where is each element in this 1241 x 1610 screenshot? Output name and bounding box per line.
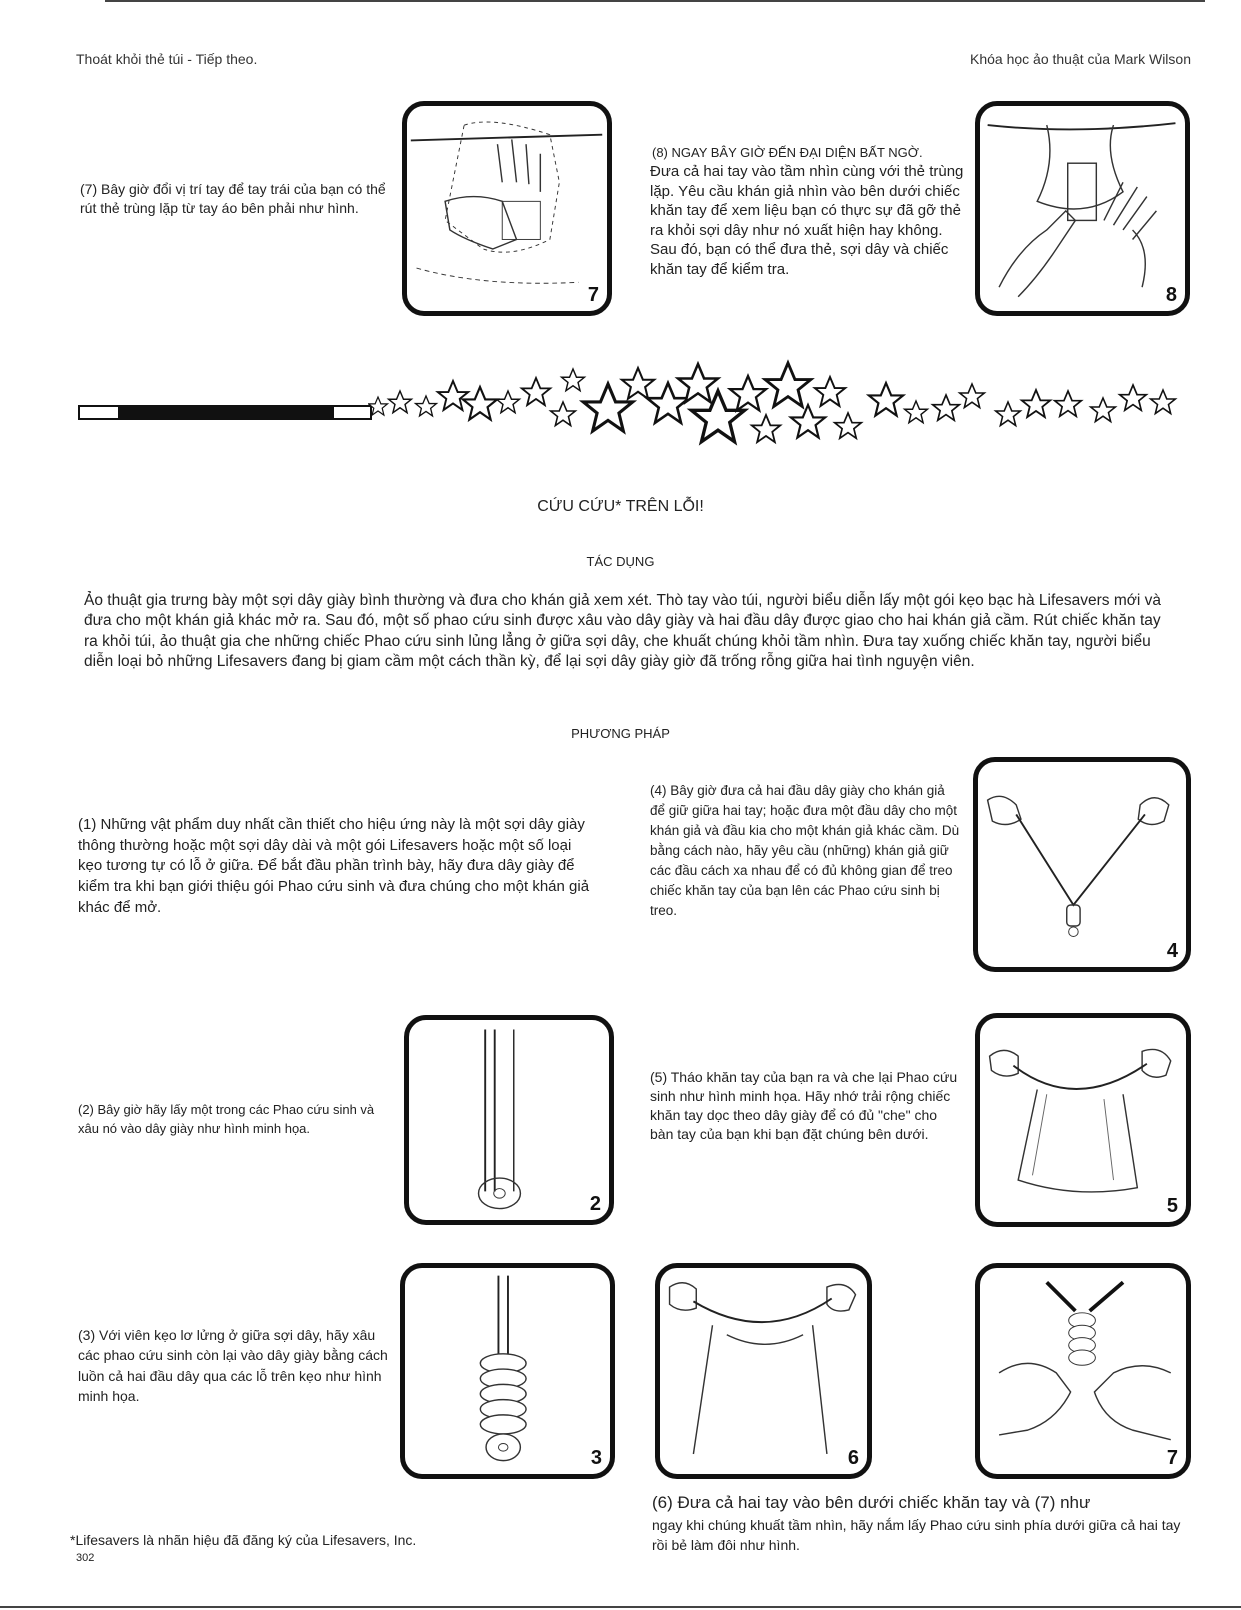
illustration-panel-8 xyxy=(975,101,1190,316)
single-candy-illustration xyxy=(409,1020,609,1220)
trick-title: CỨU CỨU* TRÊN LỖI! xyxy=(537,498,704,515)
caption-step-4: (4) Bây giờ đưa cả hai đầu dây giày cho khán giả để giữ giữa hai tay; hoặc đưa một đầu dây cho một khán giả và đầu kia cho một khán giả khác cầm. Dù bằng cách nào, hãy yêu cầu (những) khán giả giữ các đầu cách xa nhau để có đủ không gian để treo chiếc khăn tay của bạn lên các Phao cứu sinh bị treo. xyxy=(650,783,960,918)
caption-step-8-body: Đưa cả hai tay vào tầm nhìn cùng với thẻ trùng lặp. Yêu cầu khán giả nhìn vào bên dưới chiếc khăn tay để xem liệu bạn có thực sự đã gỡ thẻ ra khỏi sợi dây như nó xuất hiện hay không. Sau đó, bạn có thể đưa thẻ, sợi dây và chiếc khăn tay để kiểm tra. xyxy=(650,163,964,278)
hand-sleeve-illustration xyxy=(407,106,607,311)
illustration-panel-5 xyxy=(975,1013,1191,1227)
effect-body: Ảo thuật gia trưng bày một sợi dây giày bình thường và đưa cho khán giả xem xét. Thò tay vào túi, người biểu diễn lấy một gói kẹo bạc hà Lifesavers mới và đưa cho một khán giả khác mở ra. Sau đó, một số phao cứu sinh được xâu vào dây giày và hai đầu dây được giao cho hai khán giả cầm. Rút chiếc khăn tay ra khỏi túi, ảo thuật gia che những chiếc Phao cứu sinh lủng lẳng ở giữa sợi dây, che khuất chúng khỏi tầm nhìn. Đưa tay xuống chiếc khăn tay, người biểu diễn loại bỏ những Lifesavers đang bị giam cầm một cách thần kỳ, để lại sợi dây giày giờ đã trống rỗng giữa hai tình nguyện viên. xyxy=(84,592,1162,671)
page-number: 302 xyxy=(76,1552,95,1564)
panel-number: 6 xyxy=(847,1447,859,1469)
illustration-panel-7-bottom xyxy=(975,1263,1191,1479)
divider-bar xyxy=(78,405,372,420)
illustration-panel-4 xyxy=(973,757,1191,972)
running-header-left: Thoát khỏi thẻ túi - Tiếp theo. xyxy=(76,51,258,67)
panel-number: 7 xyxy=(587,284,599,306)
caption-step-2: (2) Bây giờ hãy lấy một trong các Phao cứu sinh và xâu nó vào dây giày như hình minh họa. xyxy=(78,1102,375,1136)
caption-step-8-heading: (8) NGAY BÂY GIỜ ĐẾN ĐẠI DIỆN BẤT NGỜ. xyxy=(652,145,923,160)
caption-step-3: (3) Với viên kẹo lơ lửng ở giữa sợi dây, hãy xâu các phao cứu sinh còn lại vào dây giày bằng cách luồn cả hai đầu dây qua các lỗ trên kẹo như hình minh họa. xyxy=(78,1327,388,1404)
caption-step-6-7-line1: (6) Đưa cả hai tay vào bên dưới chiếc khăn tay và (7) như xyxy=(652,1493,1091,1512)
effect-heading: TÁC DỤNG xyxy=(586,554,655,569)
illustration-panel-2 xyxy=(404,1015,614,1225)
panel-number: 4 xyxy=(1166,940,1178,962)
panel-number: 5 xyxy=(1166,1195,1178,1217)
bottom-rule xyxy=(0,1606,1241,1608)
illustration-panel-7-top xyxy=(402,101,612,316)
card-reveal-illustration xyxy=(980,106,1185,311)
caption-step-1: (1) Những vật phẩm duy nhất cần thiết cho hiệu ứng này là một sợi dây giày thông thường hoặc một sợi dây dài và một gói Lifesavers hoặc một số loại kẹo tương tự có lỗ ở giữa. Để bắt đầu phần trình bày, hãy đưa dây giày để kiểm tra khi bạn giới thiệu gói Phao cứu sinh và đưa chúng cho một khán giả khác để mở. xyxy=(78,816,590,916)
panel-number: 2 xyxy=(589,1193,601,1215)
string-v-illustration xyxy=(978,762,1186,967)
method-heading: PHƯƠNG PHÁP xyxy=(571,726,670,741)
footnote: *Lifesavers là nhãn hiệu đã đăng ký của Lifesavers, Inc. xyxy=(70,1532,417,1548)
panel-number: 7 xyxy=(1166,1447,1178,1469)
decorative-divider xyxy=(78,355,1198,465)
caption-step-7: (7) Bây giờ đổi vị trí tay để tay trái của bạn có thể rút thẻ trùng lặp từ tay áo bên phải như hình. xyxy=(80,181,386,216)
panel-number: 3 xyxy=(590,1447,602,1469)
stacked-candies-illustration xyxy=(405,1268,610,1474)
caption-step-5: (5) Tháo khăn tay của bạn ra và che lại Phao cứu sinh như hình minh họa. Hãy nhớ trải rộng chiếc khăn tay dọc theo dây giày để có đủ "che" cho bàn tay của bạn khi bạn đặt chúng bên dưới. xyxy=(650,1069,958,1142)
illustration-panel-6 xyxy=(655,1263,872,1479)
top-rule xyxy=(105,0,1205,2)
breaking-candy-illustration xyxy=(980,1268,1186,1474)
running-header-right: Khóa học ảo thuật của Mark Wilson xyxy=(969,51,1191,67)
illustration-panel-3 xyxy=(400,1263,615,1479)
panel-number: 8 xyxy=(1165,284,1177,306)
caption-step-6-7-line2: ngay khi chúng khuất tầm nhìn, hãy nắm lấy Phao cứu sinh phía dưới giữa cả hai tay rồi bẻ làm đôi như hình. xyxy=(652,1517,1181,1553)
handkerchief-cover-illustration xyxy=(980,1018,1186,1222)
star-cluster xyxy=(368,355,1198,465)
hands-under-handkerchief-illustration xyxy=(660,1268,867,1474)
